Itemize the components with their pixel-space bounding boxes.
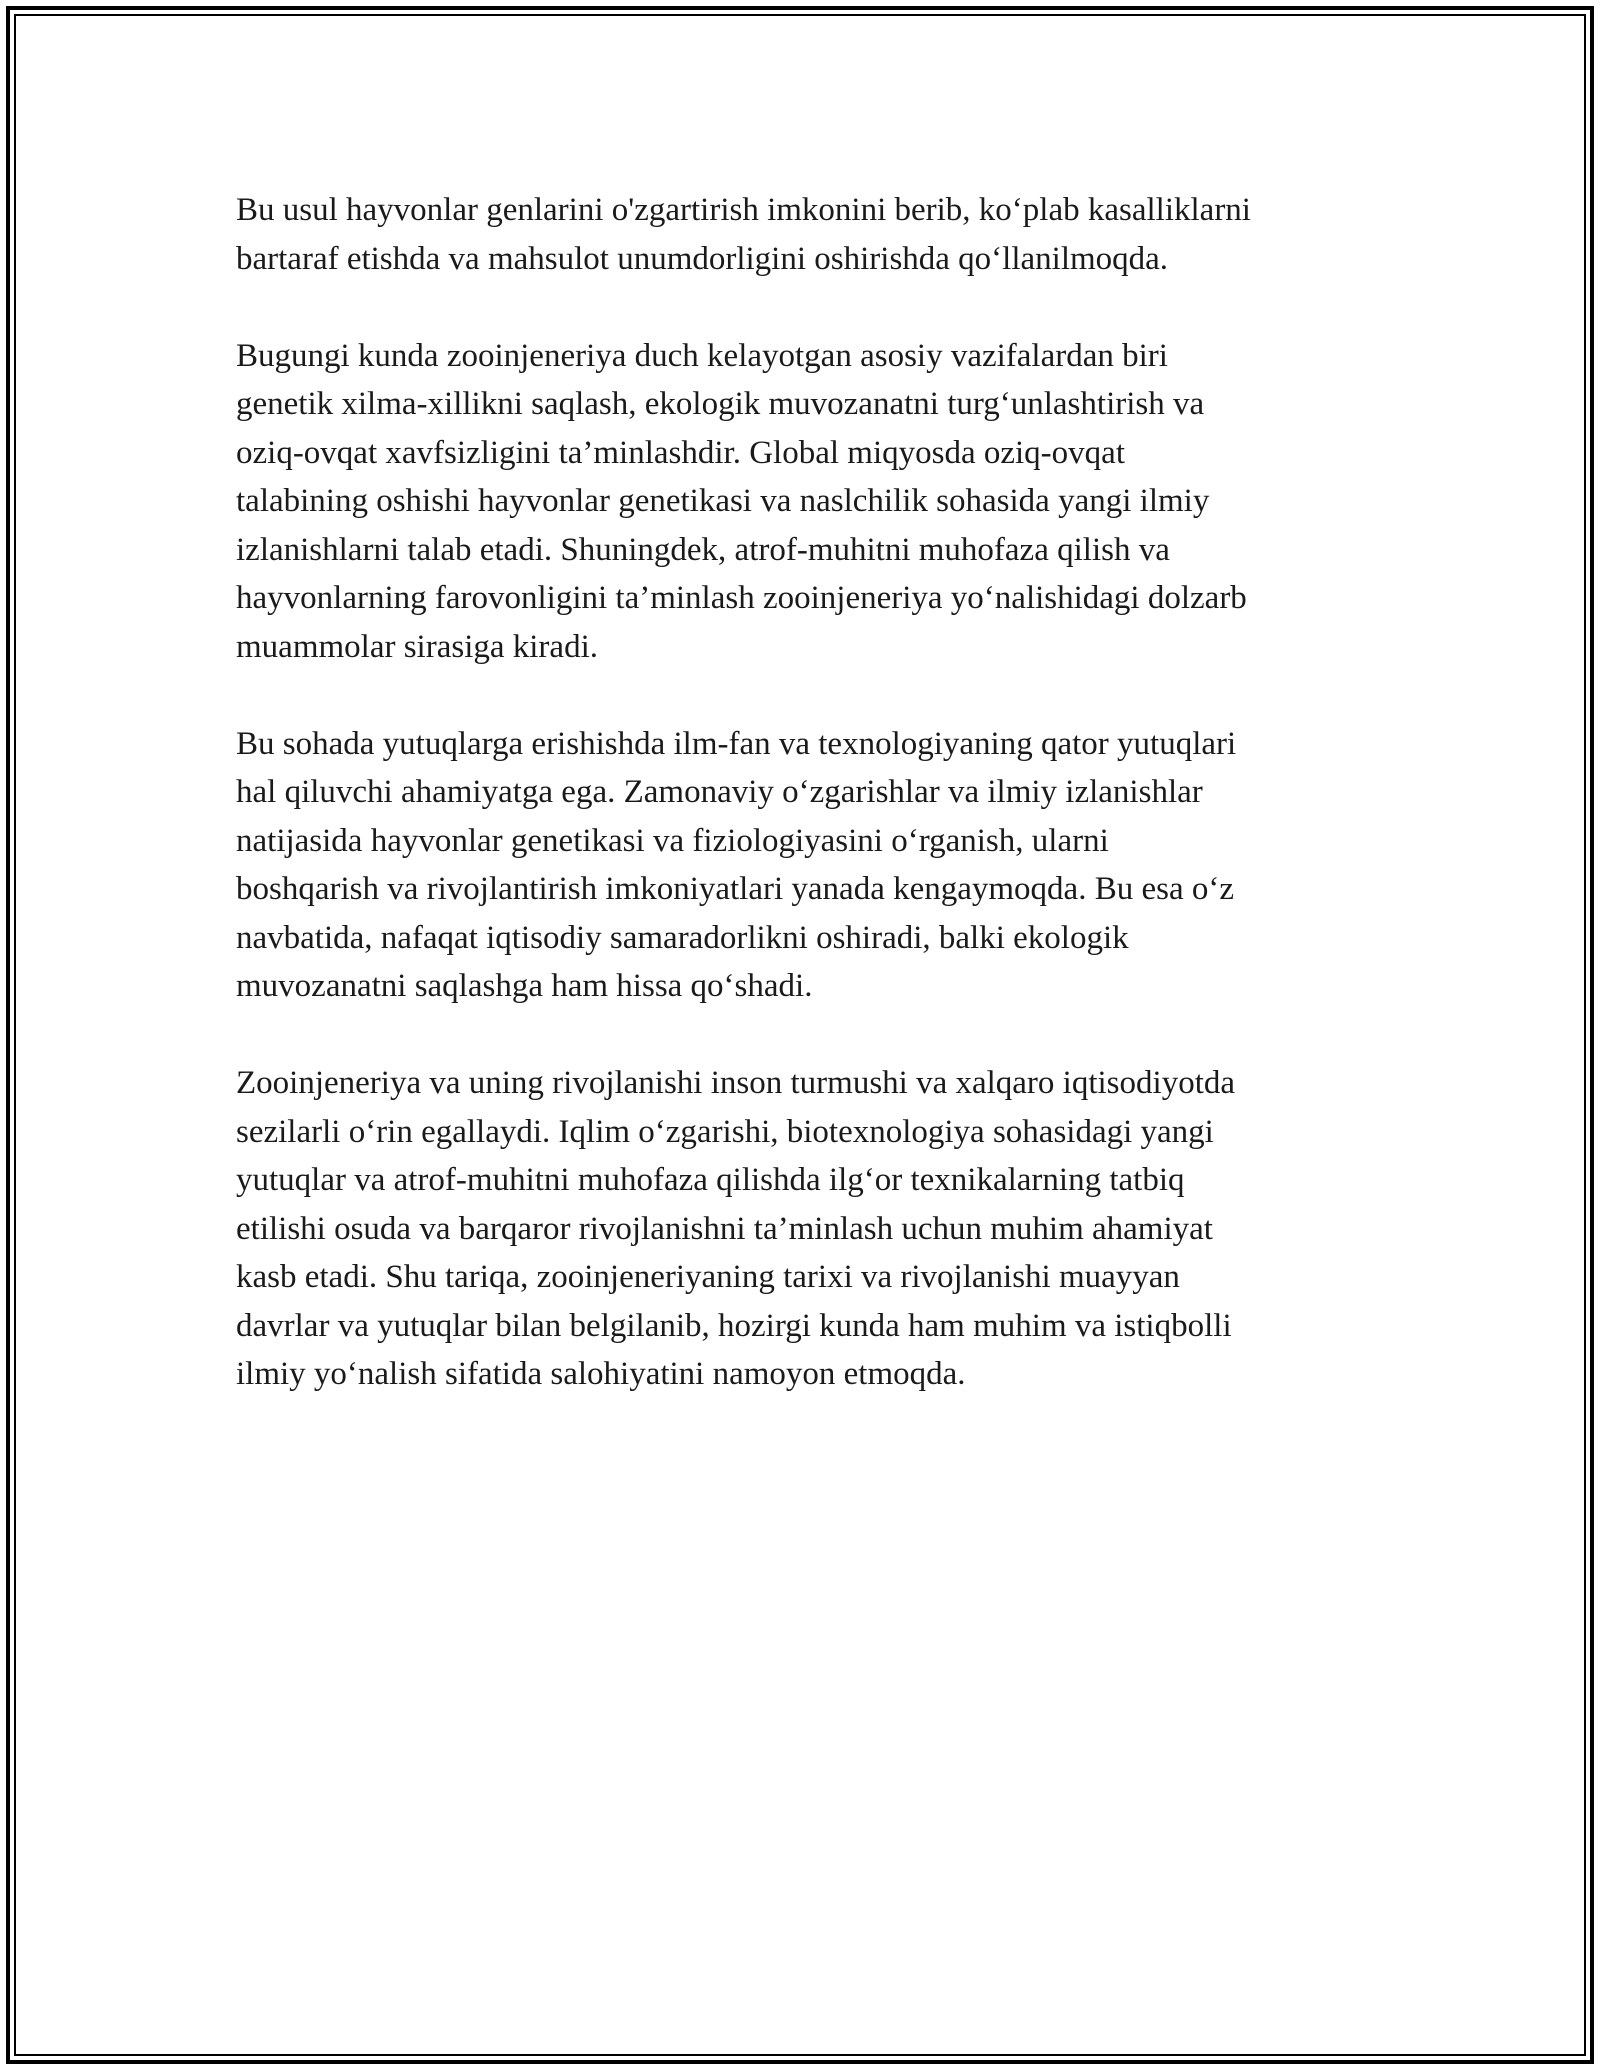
text-line: natijasida hayvonlar genetikasi va fiziologiyasini o‘rganish, ularni bbox=[236, 822, 1109, 859]
text-line: etilishi osuda va barqaror rivojlanishni ta’minlash uchun muhim ahamiyat bbox=[236, 1210, 1213, 1247]
text-line: davrlar va yutuqlar bilan belgilanib, hozirgi kunda ham muhim va istiqbolli bbox=[236, 1307, 1232, 1344]
text-line: yutuqlar va atrof-muhitni muhofaza qilishda ilg‘or texnikalarning tatbiq bbox=[236, 1162, 1185, 1198]
text-line: Zooinjeneriya va uning rivojlanishi inson turmushi va xalqaro iqtisodiyotda bbox=[236, 1065, 1236, 1101]
paragraph-4 bbox=[236, 1059, 1376, 1399]
text-line: izlanishlarni talab etadi. Shuningdek, atrof-muhitni muhofaza qilish va bbox=[236, 531, 1170, 568]
text-line: navbatida, nafaqat iqtisodiy samaradorlikni oshiradi, balki ekologik bbox=[236, 919, 1129, 956]
text-line: hal qiluvchi ahamiyatga ega. Zamonaviy o‘zgarishlar va ilmiy izlanishlar bbox=[236, 774, 1203, 810]
text-line: Bu sohada yutuqlarga erishishda ilm-fan va texnologiyaning qator yutuqlari bbox=[236, 725, 1237, 762]
text-line: Bugungi kunda zooinjeneriya duch kelayotgan asosiy vazifalardan biri bbox=[236, 337, 1168, 374]
text-line: Bu usul hayvonlar genlarini o'zgartirish imkonini berib, ko‘plab kasalliklarni bbox=[236, 192, 1251, 228]
paragraph-2 bbox=[236, 332, 1376, 672]
text-line: oziq-ovqat xavfsizligini ta’minlashdir. Global miqyosda oziq-ovqat bbox=[236, 434, 1125, 471]
paragraph-3 bbox=[236, 720, 1376, 1011]
text-line: boshqarish va rivojlantirish imkoniyatlari yanada kengaymoqda. Bu esa o‘z bbox=[236, 871, 1234, 907]
text-line: genetik xilma-xillikni saqlash, ekologik muvozanatni turg‘unlashtirish va bbox=[236, 386, 1205, 422]
text-line: talabining oshishi hayvonlar genetikasi va naslchilik sohasida yangi ilmiy bbox=[236, 483, 1210, 519]
text-line: muammolar sirasiga kiradi. bbox=[236, 628, 598, 665]
text-line: hayvonlarning farovonligini ta’minlash zooinjeneriya yo‘nalishidagi dolzarb bbox=[236, 580, 1247, 616]
text-line: kasb etadi. Shu tariqa, zooinjeneriyaning tarixi va rivojlanishi muayyan bbox=[236, 1259, 1180, 1295]
text-line: ilmiy yo‘nalish sifatida salohiyatini namoyon etmoqda. bbox=[236, 1356, 966, 1392]
text-line: sezilarli o‘rin egallaydi. Iqlim o‘zgarishi, biotexnologiya sohasidagi yangi bbox=[236, 1113, 1214, 1150]
text-line: muvozanatni saqlashga ham hissa qo‘shadi. bbox=[236, 968, 813, 1004]
document-body bbox=[236, 186, 1376, 1447]
text-line: bartaraf etishda va mahsulot unumdorligini oshirishda qo‘llanilmoqda. bbox=[236, 240, 1169, 277]
paragraph-1 bbox=[236, 186, 1376, 283]
